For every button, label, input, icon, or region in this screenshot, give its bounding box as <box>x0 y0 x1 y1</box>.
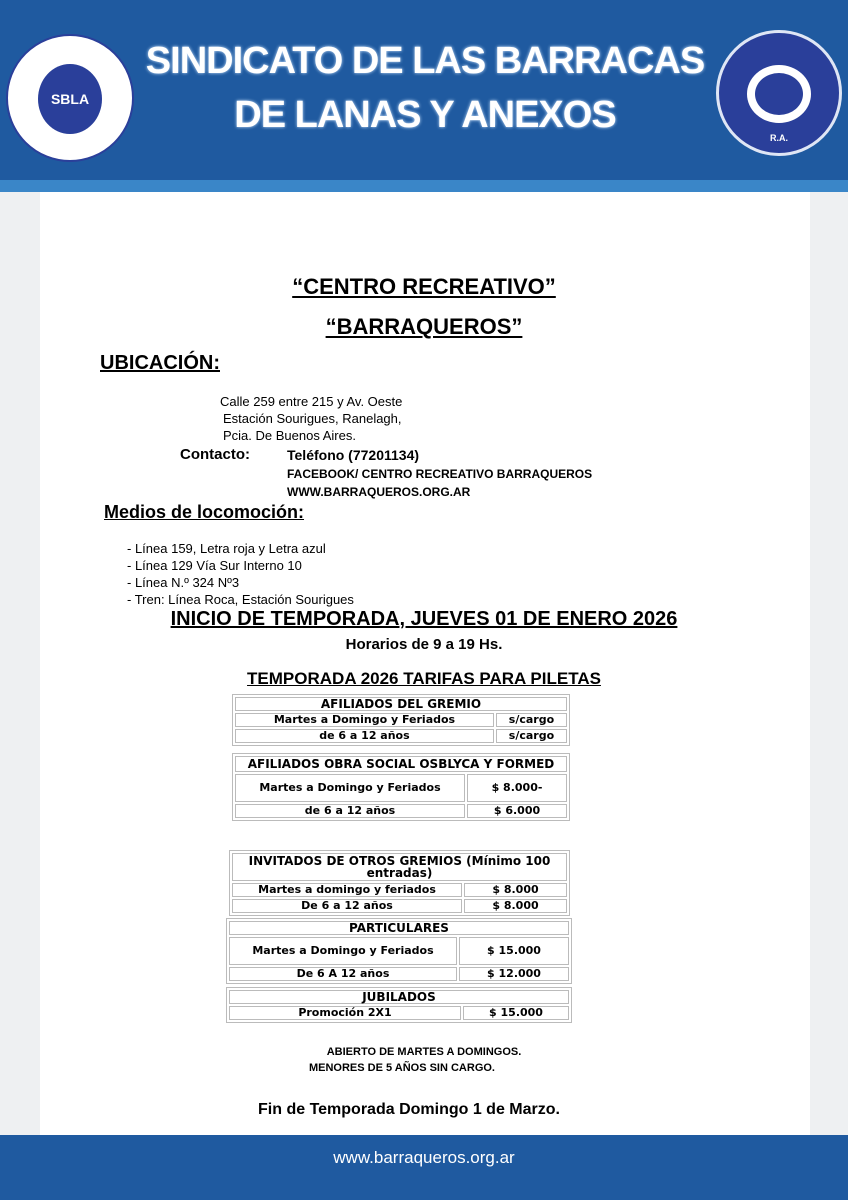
transport-item: - Línea N.º 324 Nº3 <box>127 575 240 590</box>
table-title: AFILIADOS OBRA SOCIAL OSBLYCA Y FORMED <box>235 756 567 772</box>
table-cell: $ 8.000 <box>464 899 567 913</box>
season-end: Fin de Temporada Domingo 1 de Marzo. <box>258 1101 560 1118</box>
table-title: PARTICULARES <box>229 921 569 935</box>
cgt-logo: R.A. <box>716 30 842 156</box>
table-cell: Promoción 2X1 <box>229 1006 461 1020</box>
union-logo: SBLA <box>6 34 134 162</box>
table-cell: Martes a domingo y feriados <box>232 883 462 897</box>
table-cell: Martes a Domingo y Feriados <box>235 774 465 802</box>
season-start: INICIO DE TEMPORADA, JUEVES 01 DE ENERO 2026 <box>170 608 678 630</box>
table-cell: $ 15.000 <box>463 1006 569 1020</box>
price-table-jubilados <box>226 987 572 1023</box>
table-cell: De 6 A 12 años <box>229 967 457 981</box>
price-table-particulares <box>226 918 572 984</box>
table-title: AFILIADOS DEL GREMIO <box>235 697 567 711</box>
phone: Teléfono (77201134) <box>287 447 420 463</box>
table-cell: $ 6.000 <box>467 804 567 818</box>
table-cell: s/cargo <box>496 729 567 743</box>
address-line: Estación Sourigues, Ranelagh, <box>223 411 402 426</box>
heading-barraqueros: “BARRAQUEROS” <box>325 314 523 339</box>
facebook: FACEBOOK/ CENTRO RECREATIVO BARRAQUEROS <box>287 467 593 481</box>
medios-label: Medios de locomoción: <box>104 502 305 522</box>
ubicacion-label: UBICACIÓN: <box>100 352 220 374</box>
table-cell: $ 15.000 <box>459 937 569 965</box>
footer <box>0 1135 848 1200</box>
price-table-obra-social <box>232 753 570 821</box>
header-title-line2: DE LANAS Y ANEXOS <box>234 94 616 136</box>
table-cell: de 6 a 12 años <box>235 729 494 743</box>
website-link[interactable]: WWW.BARRAQUEROS.ORG.AR <box>287 485 471 499</box>
transport-item: - Línea 129 Vía Sur Interno 10 <box>127 558 302 573</box>
table-cell: Martes a Domingo y Feriados <box>235 713 494 727</box>
table-cell: Martes a Domingo y Feriados <box>229 937 457 965</box>
table-cell: s/cargo <box>496 713 567 727</box>
note-open-days: ABIERTO DE MARTES A DOMINGOS. <box>326 1046 522 1058</box>
table-cell: $ 8.000- <box>467 774 567 802</box>
contacto-label: Contacto: <box>180 446 250 463</box>
header-strip <box>0 180 848 192</box>
address-line: Calle 259 entre 215 y Av. Oeste <box>220 394 403 409</box>
table-cell: $ 8.000 <box>464 883 567 897</box>
price-table-invitados <box>229 850 570 916</box>
transport-item: - Línea 159, Letra roja y Letra azul <box>127 541 326 556</box>
price-table-afiliados <box>232 694 570 746</box>
tarifas-title: TEMPORADA 2026 TARIFAS PARA PILETAS <box>247 669 601 688</box>
footer-url-link[interactable]: www.barraqueros.org.ar <box>333 1148 515 1167</box>
table-title: JUBILADOS <box>229 990 569 1004</box>
table-cell: De 6 a 12 años <box>232 899 462 913</box>
table-cell: $ 12.000 <box>459 967 569 981</box>
transport-item: - Tren: Línea Roca, Estación Sourigues <box>127 592 354 607</box>
table-title: INVITADOS DE OTROS GREMIOS (Mínimo 100 entradas) <box>232 853 567 881</box>
hours: Horarios de 9 a 19 Hs. <box>345 636 503 653</box>
address-line: Pcia. De Buenos Aires. <box>223 428 356 443</box>
table-cell: de 6 a 12 años <box>235 804 465 818</box>
heading-centro: “CENTRO RECREATIVO” <box>292 274 556 299</box>
note-kids-free: MENORES DE 5 AÑOS SIN CARGO. <box>308 1062 495 1074</box>
header-title-line1: SINDICATO DE LAS BARRACAS <box>145 40 705 82</box>
